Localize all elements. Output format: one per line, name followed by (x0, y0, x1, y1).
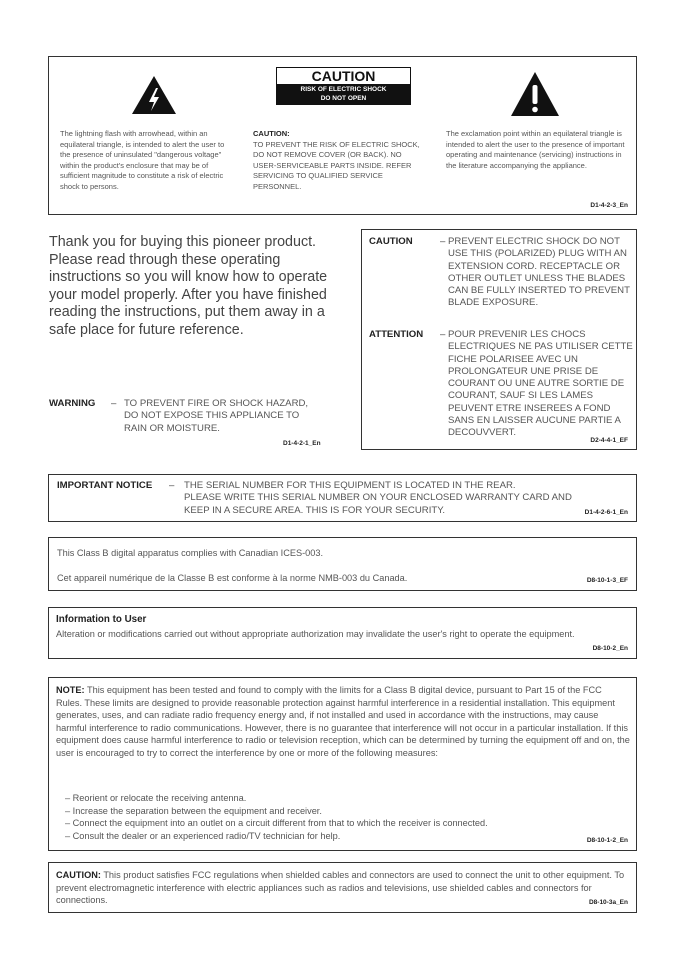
exclamation-explanation: The exclamation point within an equilateral triangle is intended to alert the user to the presence of important operating and maintenance (servicing) instructions in the literature accompanying the appliance. (446, 129, 625, 170)
info-user-text: Alteration or modifications carried out without appropriate authorization may invalidate the user's right to operate the equipment. (56, 629, 575, 639)
class-b-box (48, 537, 637, 591)
doc-code: D1-4-2-3_En (590, 202, 628, 209)
info-user-box (48, 607, 637, 659)
fcc-caution-box (48, 862, 637, 913)
fcc-note-box (48, 677, 637, 851)
doc-code: D8-10-1-3_EF (586, 577, 628, 584)
thank-you-text: Thank you for buying this pioneer product. Please read through these operating instructions so you will know how to operate your model properly. After you have finished reading the instructions, put them away in a safe place for future reference. (49, 234, 328, 338)
doc-code: D8-10-1-2_En (586, 837, 628, 844)
caution-label: CAUTION (369, 236, 413, 247)
note-label: NOTE: (56, 685, 85, 695)
fcc-caution-text: This product satisfies FCC regulations when shielded cables and connectors are used to connect the unit to other equipment. To prevent electromagnetic interference with electric appliances such as radios and televisions, use shielded cables and connectors for connections. (56, 870, 625, 906)
important-notice-box (48, 474, 637, 522)
doc-code: D8-10-2_En (592, 645, 628, 652)
list-item: – Increase the separation between the equipment and receiver. (65, 805, 322, 816)
doc-code: D1-4-2-1_En (283, 440, 321, 447)
lightning-explanation: The lightning flash with arrowhead, within an equilateral triangle, is intended to alert the user to the presence of uninsulated "dangerous voltage" within the product's enclosure that may be of sufficient magnitude to constitute a risk of electric shock to persons. (60, 129, 225, 191)
doc-code: D2-4-4-1_EF (590, 437, 628, 444)
warning-text: TO PREVENT FIRE OR SHOCK HAZARD, DO NOT EXPOSE THIS APPLIANCE TO RAIN OR MOISTURE. (124, 398, 309, 434)
important-notice-text (184, 480, 572, 517)
caution-label (276, 67, 411, 105)
important-notice-dash: – (169, 480, 175, 491)
caution-subtitle-line1: RISK OF ELECTRIC SHOCK (300, 86, 387, 93)
important-notice-label: IMPORTANT NOTICE (57, 480, 153, 491)
warning-label: WARNING (49, 398, 96, 409)
attention-label: ATTENTION (369, 329, 424, 340)
important-notice-line3: KEEP IN A SECURE AREA. THIS IS FOR YOUR SECURITY. (184, 504, 446, 516)
list-item: – Reorient or relocate the receiving antenna. (65, 793, 247, 803)
caution-subtitle-line2: DO NOT OPEN (320, 95, 367, 102)
list-item: – Connect the equipment into an outlet on a circuit different from that to which the receiver is connected. (65, 818, 488, 829)
doc-code: D1-4-2-6-1_En (584, 509, 628, 516)
caution-attention-box (361, 229, 637, 450)
important-notice-line1: THE SERIAL NUMBER FOR THIS EQUIPMENT IS LOCATED IN THE REAR. (184, 480, 516, 491)
info-user-heading: Information to User (56, 614, 147, 625)
lightning-triangle-icon (131, 75, 177, 115)
important-notice-line2: PLEASE WRITE THIS SERIAL NUMBER ON YOUR ENCLOSED WARRANTY CARD AND (184, 492, 572, 504)
caution-dash: – (440, 236, 446, 247)
caution-box (48, 56, 637, 215)
fcc-caution-paragraph (56, 869, 630, 907)
fcc-measures-list (65, 792, 625, 842)
caution-title: CAUTION (311, 68, 376, 84)
caution-text: TO PREVENT THE RISK OF ELECTRIC SHOCK, DO NOT REMOVE COVER (OR BACK). NO USER-SERVICEABLE PARTS INSIDE. REFER SERVICING TO QUALIFIED SERVICE PERSONNEL. (253, 139, 420, 191)
caution-heading: CAUTION: (253, 129, 290, 138)
warning-dash: – (111, 398, 117, 409)
caution-subtitle (277, 84, 410, 104)
class-b-french: Cet appareil numérique de la Classe B est conforme à la norme NMB-003 du Canada. (57, 573, 408, 583)
class-b-english: This Class B digital apparatus complies with Canadian ICES-003. (57, 548, 324, 558)
list-item: – Consult the dealer or an experienced radio/TV technician for help. (65, 830, 341, 841)
doc-code: D8-10-3a_En (588, 899, 628, 906)
caution-explanation (253, 129, 423, 192)
attention-dash: – (440, 329, 446, 340)
attention-text: POUR PREVENIR LES CHOCS ELECTRIQUES NE PAS UTILISER CETTE FICHE POLARISEE AVEC UN PROLONGATEUR UNE PRISE DE COURANT OU UNE AUTRE SORTIE DE COURANT, SAUF SI LES LAMES PEUVENT ETRE INSEREES A FOND SANS EN LAISSER AUCUNE PARTIE A DECOUVVERT. (448, 329, 633, 439)
fcc-caution-label: CAUTION: (56, 870, 101, 880)
note-text: This equipment has been tested and found to comply with the limits for a Class B digital device, pursuant to Part 15 of the FCC Rules. These limits are designed to provide reasonable protection against harmful interference in a residential installation. This equipment generates, uses, and can radiate radio frequency energy and, if not installed and used in accordance with the instructions, may cause harmful interference to radio communications. However, there is no guarantee that interference will not occur in a particular installation. If this equipment does cause harmful interference to radio or television reception, which can be determined by turning the equipment off and on, the user is encouraged to try to correct the interference by one or more of the following measures: (56, 685, 630, 758)
exclamation-triangle-icon (510, 71, 560, 117)
fcc-note-paragraph (56, 684, 630, 760)
caution-text: PREVENT ELECTRIC SHOCK DO NOT USE THIS (POLARIZED) PLUG WITH AN EXTENSION CORD. RECEPTACLE OR OTHER OUTLET UNLESS THE BLADES CAN BE FULLY INSERTED TO PREVENT BLADE EXPOSURE. (448, 236, 630, 309)
